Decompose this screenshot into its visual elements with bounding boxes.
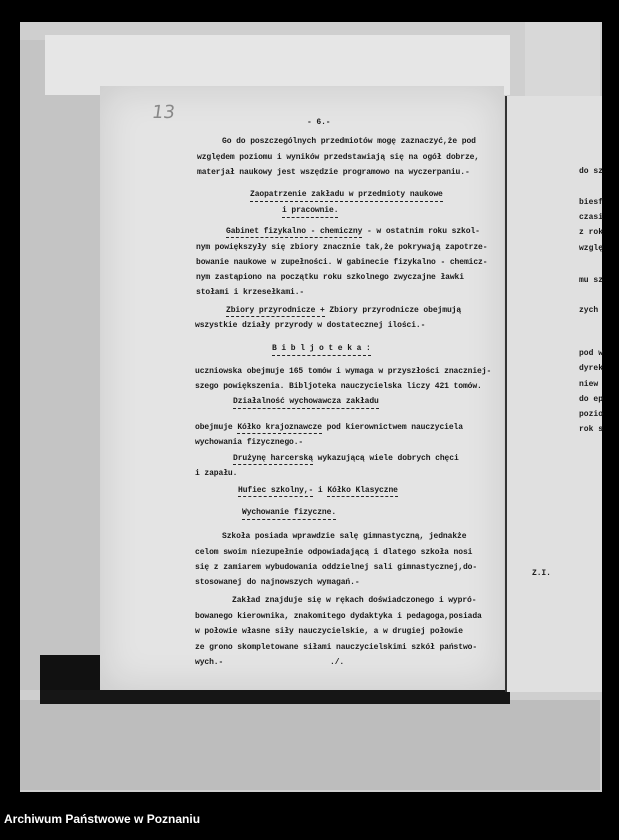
section-heading: B i b l j o t e k a : <box>272 344 371 356</box>
corner-sheet <box>525 22 600 97</box>
fragment-text: zych <box>579 306 599 315</box>
fragment-text: biesf <box>579 198 604 207</box>
section-heading: Zaopatrzenie zakładu w przedmioty naukowe <box>250 190 443 202</box>
text-line: stołami i krzesełkami.- <box>196 288 305 297</box>
archive-label: Archiwum Państwowe w Poznaniu <box>4 812 201 826</box>
text-line: wych.- <box>195 658 224 667</box>
fragment-text: dyrek <box>579 364 604 373</box>
subheading: Kółko krajoznawcze <box>237 423 322 432</box>
section-heading: Wychowanie fizyczne. <box>242 508 336 520</box>
text-line: celom swoim niezupełnie odpowiadającą i dlatego szkoła nosi <box>195 548 473 557</box>
fragment-text: do sz <box>579 167 604 176</box>
subheading: Kółko Klasyczne <box>327 486 398 495</box>
fragment-text: pod w <box>579 349 604 358</box>
subheading: Gabinet fizykalno - chemiczny <box>226 227 363 236</box>
text-line: wychowania fizycznego.- <box>195 438 304 447</box>
text-line: względem poziomu i wyników przedstawiają się na ogół dobrze, <box>197 153 480 162</box>
text-line: Zakład znajduje się w rękach doświadczonego i wypró- <box>232 596 477 605</box>
text-line: stosowanej do najnowszych wymagań.- <box>195 578 360 587</box>
section-heading: i pracownie. <box>282 206 338 218</box>
text-line: uczniowska obejmuje 165 tomów i wymaga w przyszłości znaczniej- <box>195 367 492 376</box>
text-line: - w ostatnim roku szkol- <box>362 227 480 236</box>
text-line: obejmuje <box>195 423 238 432</box>
lower-paper <box>20 700 600 790</box>
text-line: pod kierownictwem nauczyciela <box>321 423 463 432</box>
adjacent-page <box>505 96 602 692</box>
shadow <box>40 690 510 704</box>
text-line: wykazującą wiele dobrych chęci <box>312 454 459 463</box>
fragment-text: z rok <box>579 228 604 237</box>
text-line: nym powiększyły się zbiory znacznie tak,że pokrywają zapotrze- <box>196 243 488 252</box>
text-line: materjał naukowy jest wszędzie programowo na wyczerpaniu.- <box>197 168 470 177</box>
text-line: bowanego kierownika, znakomitego dydaktyka i pedagoga,posiada <box>195 612 482 621</box>
text-line: Go do poszczególnych przedmiotów mogę zaznaczyć,że pod <box>222 137 476 146</box>
shadow <box>40 655 100 695</box>
text-line: bowanie naukowe w zupełności. W gabinecie fizykalno - chemicz- <box>196 258 488 267</box>
fragment-text: pozio <box>579 410 604 419</box>
subheading: Zbiory przyrodnicze + <box>226 306 325 315</box>
backing-sheet-edge <box>20 40 100 690</box>
fragment-text: czasi <box>579 213 604 222</box>
text-line: w połowie własne siły nauczycielskie, a w drugiej połowie <box>195 627 463 636</box>
subheading: Hufiec szkolny,- <box>238 486 314 495</box>
text-line: i <box>313 486 328 495</box>
fragment-text: wzglę <box>579 244 604 253</box>
fragment-text: niew <box>579 380 599 389</box>
text-line: Szkoła posiada wprawdzie salę gimnastyczną, jednakże <box>222 532 467 541</box>
text-line: się z zamiarem wybudowania oddzielnej sali gimnastycznej,do- <box>195 563 478 572</box>
text-line: wszystkie działy przyrody w dostatecznej ilości.- <box>195 321 426 330</box>
fragment-text: do ep <box>579 395 604 404</box>
text-line: nym zastąpiono na początku roku szkolnego zwyczajne ławki <box>196 273 464 282</box>
page-number: - 6.- <box>307 118 331 127</box>
margin-note: Z.I. <box>532 569 551 578</box>
fragment-text: mu sz <box>579 276 604 285</box>
handwritten-number: 13 <box>150 102 177 123</box>
fragment-text: rok s <box>579 425 604 434</box>
end-mark: ./. <box>330 658 345 667</box>
section-heading: Działalność wychowawcza zakładu <box>233 397 379 409</box>
text-line: i zapału. <box>195 469 238 478</box>
text-line: szego powiększenia. Bibljoteka nauczycielska liczy 421 tomów. <box>195 382 482 391</box>
text-line: ze grono skompletowane siłami nauczycielskimi szkół państwo- <box>195 643 478 652</box>
text-line: Zbiory przyrodnicze obejmują <box>324 306 462 315</box>
subheading: Drużynę harcerską <box>233 454 313 463</box>
